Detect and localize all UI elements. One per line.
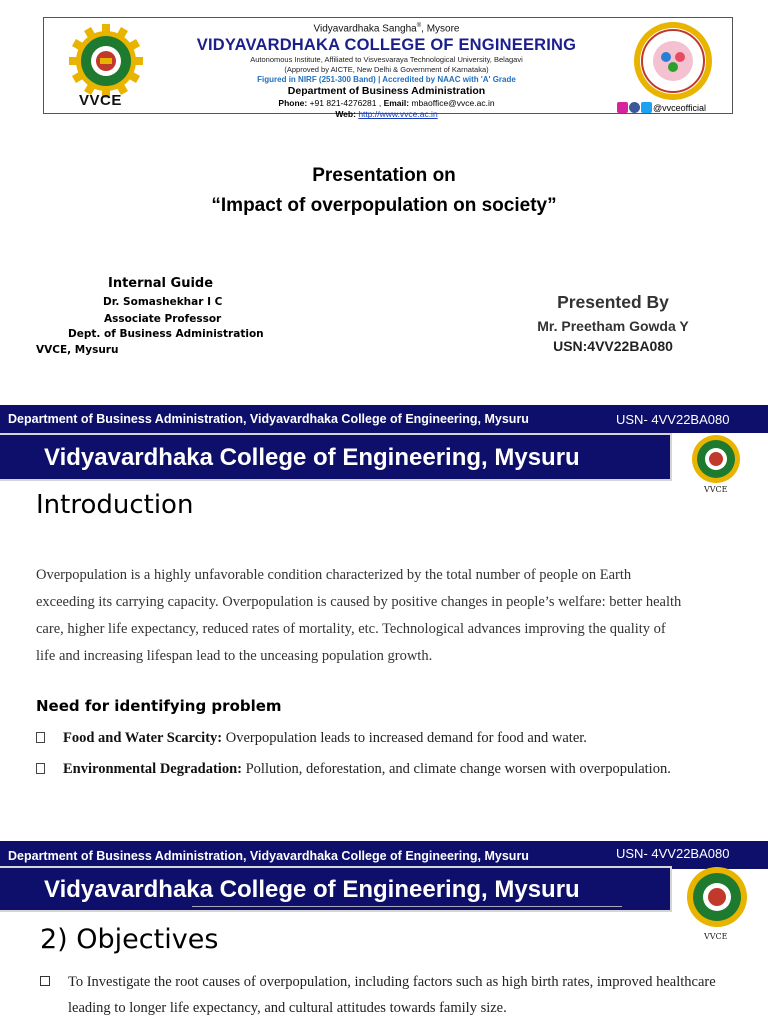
facebook-icon[interactable] [629, 102, 640, 113]
checkbox-bullet-icon [40, 976, 50, 986]
email-value[interactable]: mbaoffice@vvce.ac.in [411, 98, 495, 109]
guide-name: Dr. Somashekhar I C [103, 296, 223, 308]
department-bar [0, 405, 768, 433]
side-logo-caption: VVCE [704, 932, 728, 941]
presenter-usn: USN:4VV22BA080 [553, 338, 673, 354]
divider [192, 906, 622, 907]
need-heading: Need for identifying problem [36, 697, 282, 715]
bullet-text: Pollution, deforestation, and climate change worsen with overpopulation. [241, 761, 671, 777]
checkbox-bullet-icon [36, 732, 45, 743]
college-title-bar [0, 433, 672, 481]
vvce-wordmark: VVCE [79, 92, 122, 109]
contact-line [154, 98, 619, 109]
sangha-line [154, 20, 619, 35]
college-name: VIDYAVARDHAKA COLLEGE OF ENGINEERING [196, 36, 577, 55]
internal-guide-heading: Internal Guide [108, 276, 214, 291]
department-bar [0, 841, 768, 869]
objective-text: To Investigate the root causes of overpopulation, including factors such as high birth rates, improved healthcare leading to longer life expectancy, and cultural attitudes towards family size. [68, 974, 716, 1016]
twitter-icon[interactable] [641, 102, 652, 113]
approved-line: (Approved by AICTE, New Delhi & Government of Karnataka) [284, 65, 489, 75]
paragraph-line: care, higher life expectancy, reduced rates of mortality, etc. Technological advances improving the quality of [36, 621, 666, 637]
website-link[interactable]: http://www.vvce.ac.in [358, 109, 438, 120]
web-label: Web: [335, 109, 356, 120]
usn-bar-text: USN- 4VV22BA080 [616, 412, 730, 427]
title-slide [0, 0, 768, 405]
presented-by-heading: Presented By [557, 292, 669, 312]
bullet-bold-label: Food and Water Scarcity: [63, 730, 223, 746]
bullet-bold-label: Environmental Degradation: [63, 761, 242, 777]
social-links [617, 102, 706, 113]
bullet-text: Overpopulation leads to increased demand for food and water. [222, 730, 587, 746]
side-logo-caption: VVCE [704, 485, 728, 494]
introduction-paragraph [36, 562, 716, 670]
registered-mark: ® [416, 23, 422, 29]
vvce-gear-logo-icon [673, 866, 761, 930]
phone-label: Phone: [278, 98, 308, 109]
social-handle: @vvceofficial [653, 102, 706, 113]
vvce-gear-logo-icon [681, 434, 751, 486]
vvce-emblem-icon [621, 20, 725, 102]
department-bar-text: Department of Business Administration, Vidyavardhaka College of Engineering, Mysuru [8, 849, 529, 863]
presented-by-block [520, 292, 706, 354]
list-item [36, 761, 671, 778]
nirf-line: Figured in NIRF (251-300 Band) | Accredited by NAAC with 'A' Grade [257, 75, 516, 85]
college-letterhead [43, 17, 733, 120]
sangha-name: Vidyavardhaka Sangha [313, 23, 417, 35]
department-bar-text: Department of Business Administration, Vidyavardhaka College of Engineering, Mysuru [8, 412, 529, 426]
letterhead-text-block [154, 20, 619, 120]
paragraph-line: exceeding its carrying capacity. Overpopulation is caused by positive changes in people’s welfare: better health [36, 594, 682, 610]
presentation-topic: “Impact of overpopulation on society” [211, 195, 557, 216]
guide-place: VVCE, Mysuru [36, 344, 119, 356]
college-title-text: Vidyavardhaka College of Engineering, Mysuru [44, 444, 580, 471]
phone-value: +91 821-4276281 , [309, 98, 382, 109]
paragraph-line: life and increasing lifespan lead to the unceasing population growth. [36, 648, 433, 664]
paragraph-line: Overpopulation is a highly unfavorable condition characterized by the total number of people on Earth [36, 567, 632, 583]
slide-heading: Introduction [36, 490, 194, 520]
email-label: Email: [383, 98, 410, 109]
presentation-on-heading: Presentation on [312, 165, 456, 186]
usn-bar-text: USN- 4VV22BA080 [616, 846, 730, 861]
sangha-city: , Mysore [421, 23, 460, 35]
college-title-text: Vidyavardhaka College of Engineering, Mysuru [44, 876, 580, 903]
checkbox-bullet-icon [36, 763, 45, 774]
guide-department: Dept. of Business Administration [68, 328, 264, 340]
list-item [36, 730, 587, 747]
department-line: Department of Business Administration [287, 85, 486, 98]
web-line [154, 109, 619, 120]
slide-heading: 2) Objectives [40, 924, 219, 955]
list-item [40, 969, 720, 1021]
presenter-name: Mr. Preetham Gowda Y [537, 318, 689, 334]
guide-role: Associate Professor [104, 313, 222, 325]
autonomous-line: Autonomous Institute, Affiliated to Visvesvaraya Technological University, Belagavi [250, 55, 523, 65]
instagram-icon[interactable] [617, 102, 628, 113]
